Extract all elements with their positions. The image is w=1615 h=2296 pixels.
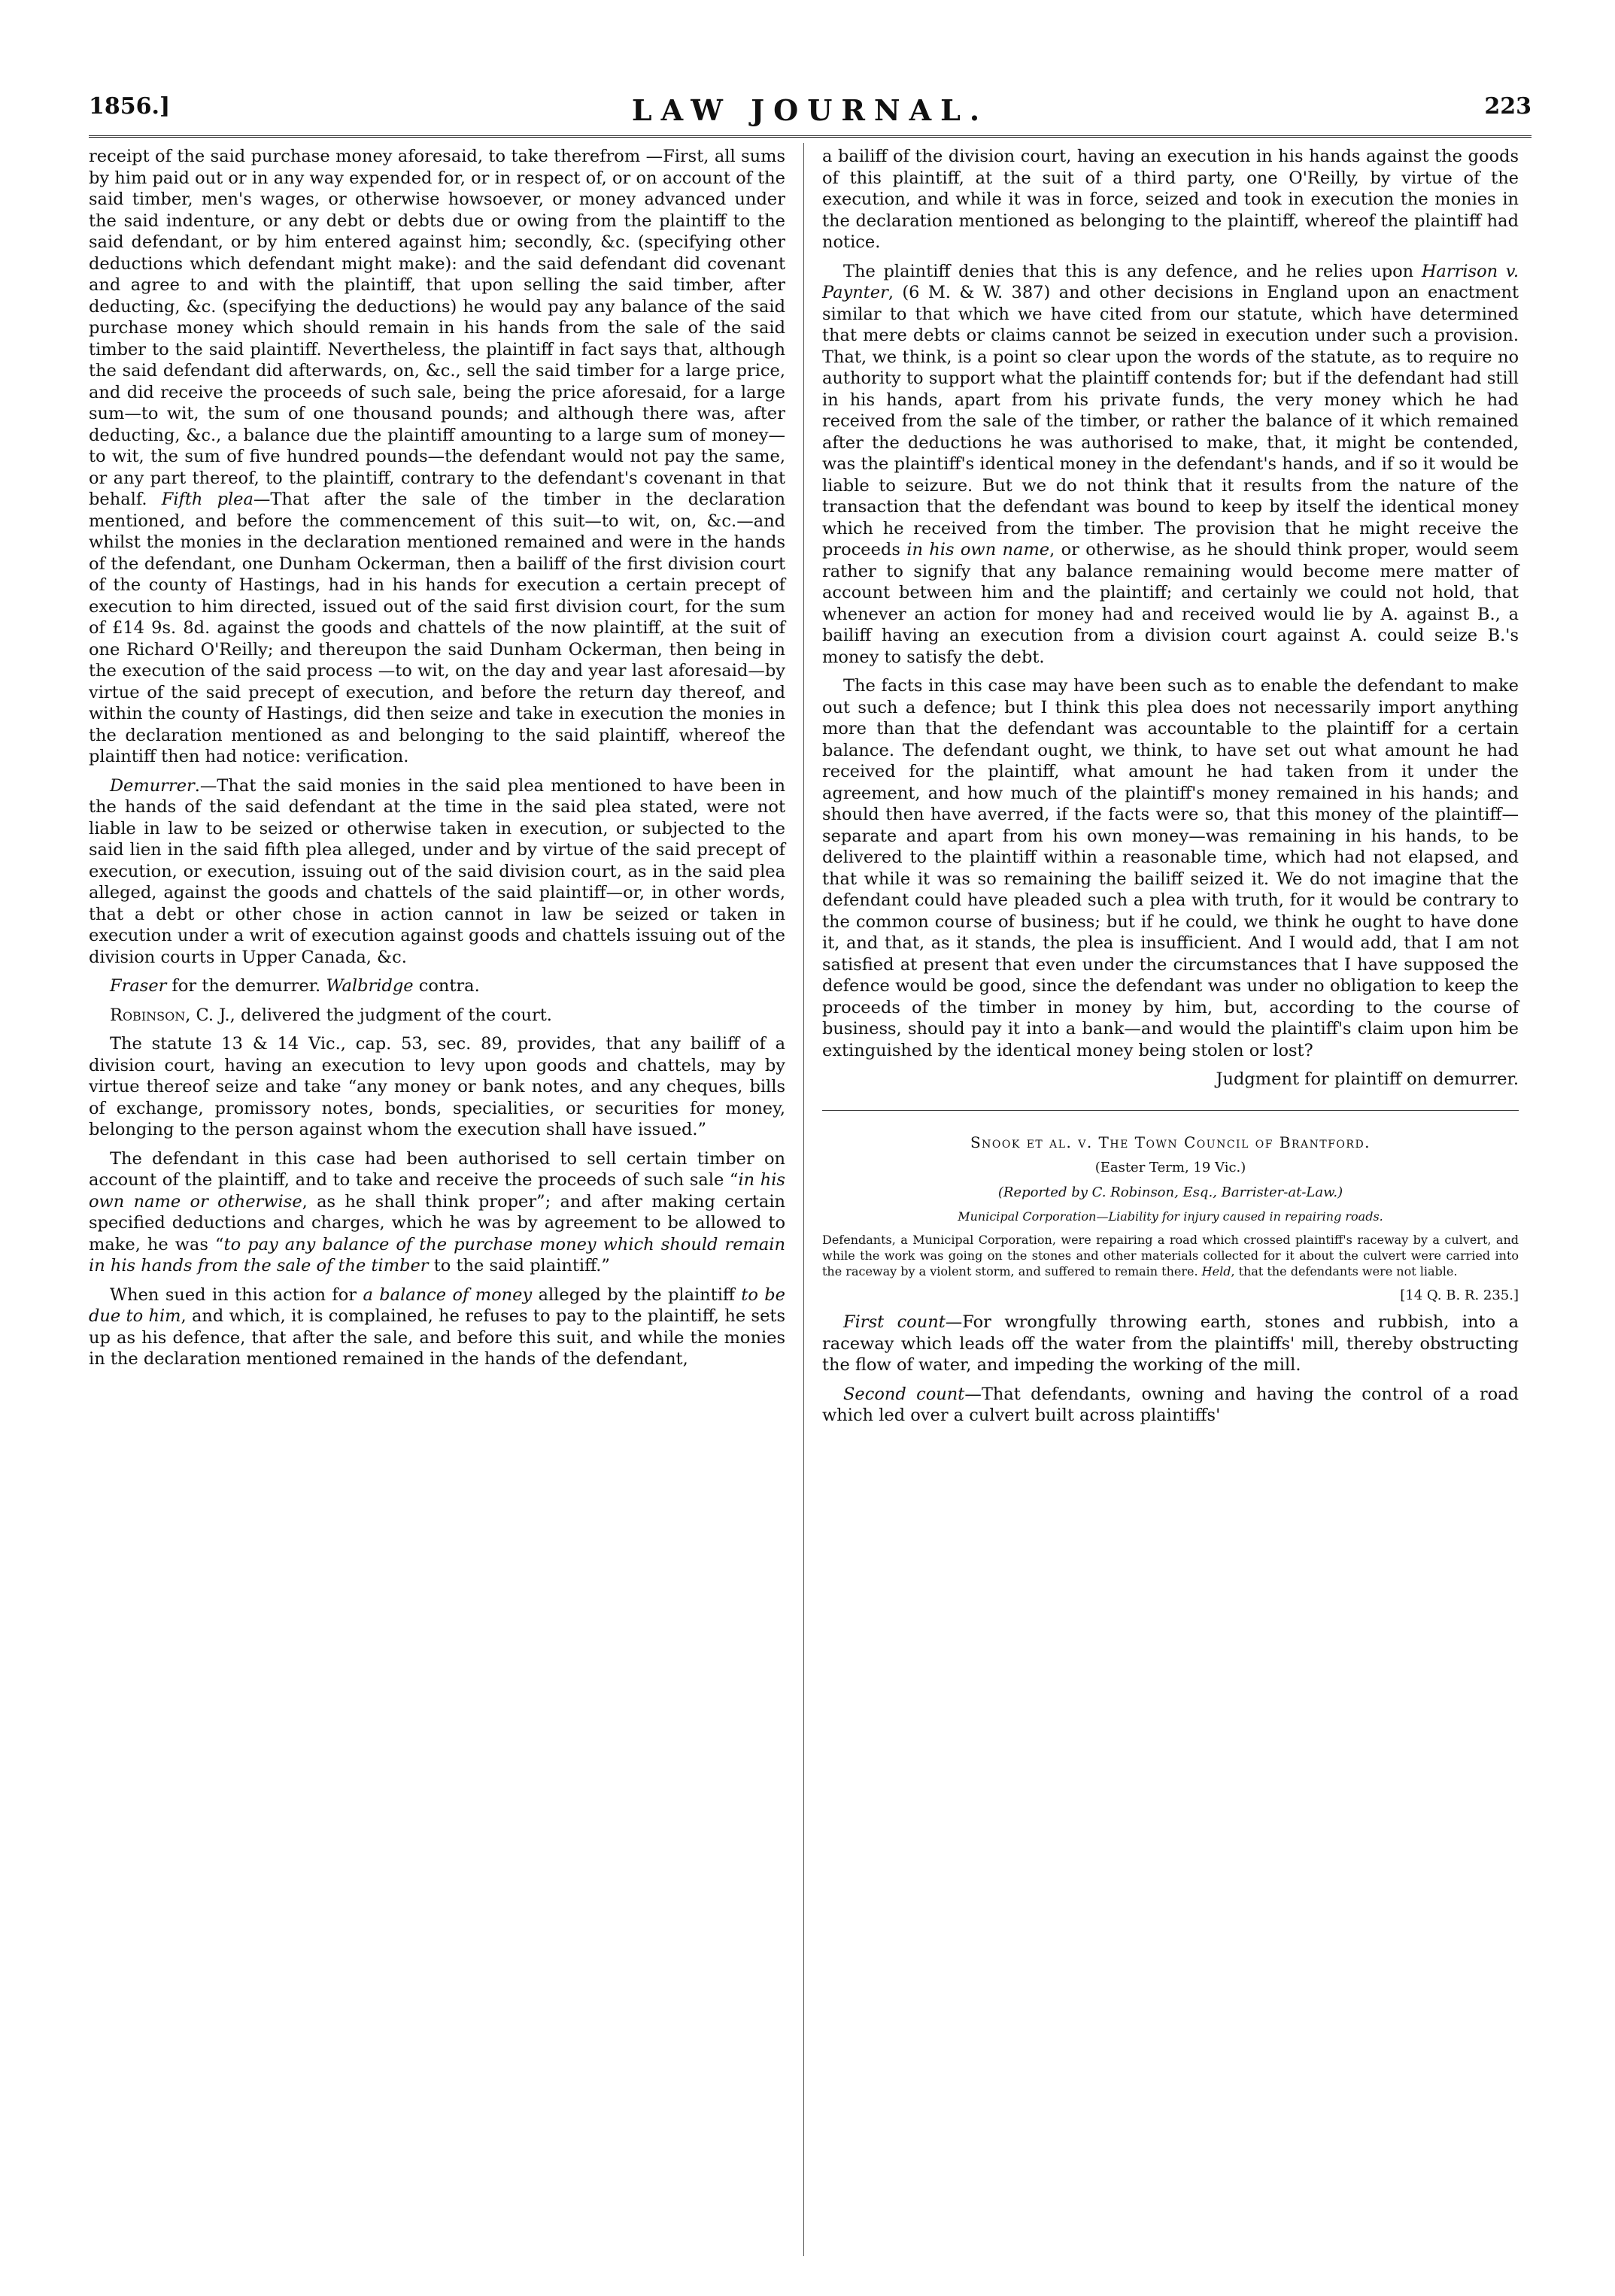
second-count-label: Second count <box>843 1384 965 1404</box>
header-page-number: 223 <box>1484 93 1532 120</box>
headnote-text: Defendants, a Municipal Corporation, were repairing a road which crossed plaintiff's raceway by a culvert, and while the work was going on the stones and other materials collected for it about the culvert were carried into the raceway by a violent storm, and suffered to remain there. <box>822 1233 1519 1278</box>
paragraph-defendant-authority <box>89 1148 785 1277</box>
facts-text: The facts in this case may have been such as to enable the defendant to make out such a defence; but I think this plea does not necessarily import anything more than that the defendant was accountable to the plaintiff for a certain balance. The defendant ought, we think, to have set out what amount he had received for the plaintiff, what amount he had taken from it under the agreement, and how much of the plaintiff's money remained in his hands; and should then have averred, if the facts were so, that this money of the plaintiff—separate and apart from his own money—was remaining in his hands, to be delivered to the plaintiff within a reasonable time, which had not elapsed, and that while it was so remaining the bailiff seized it. We do not imagine that the defendant could have pleaded such a plea with truth, for it would be contrary to the common course of business; but if he could, we think he ought to have done it, and that, as it stands, the plea is insufficient. And I would add, that I am not satisfied at present that even under the circumstances that I have supposed the defence would be good, since the defendant was under no obligation to keep the proceeds of the timber in money by him, but, according to the course of business, should pay it into a bank—and would the plaintiff's claim upon him be extinguished by the identical money being stolen or lost? <box>822 676 1519 1060</box>
paragraph-bailiff <box>822 146 1519 253</box>
counsel-walbridge: Walbridge <box>326 976 414 996</box>
judge-name: Robinson, C. J. <box>110 1005 230 1025</box>
journal-page <box>89 89 1532 2262</box>
sued-text-b: alleged by the plaintiff <box>532 1284 742 1305</box>
sued-text-c: , and which, it is complained, he refuses to pay to the plaintiff, he sets up as his defence, that after the sale, and before this suit, and while the monies in the declaration mentioned remained in the hands of the defendant, <box>89 1306 785 1369</box>
header-year: 1856.] <box>89 93 171 120</box>
paragraph-counsel <box>89 975 785 997</box>
held-label: Held <box>1201 1264 1231 1278</box>
paragraph-statute <box>89 1033 785 1141</box>
paragraph-when-sued <box>89 1284 785 1370</box>
sued-italic-1: a balance of money <box>363 1284 533 1305</box>
paragraph-judge <box>89 1005 785 1027</box>
denies-text-b: , (6 M. & W. 387) and other decisions in England upon an enactment similar to that which we have cited from our statute, which have determined that mere debts or claims cannot be seized in execution under such a provision. That, we think, is a point so clear upon the words of the statute, as to require no authority to support what the plaintiff contends for; but if the defendant had still in his hands, apart from his private funds, the very money which he had received from the sale of the timber, or rather the balance of it which remained after the deductions he was authorised to make, that, it might be contended, was the plaintiff's identical money in the defendant's hands, and if so it would be liable to seizure. But we do not think that it results from the nature of the transaction that the defendant was bound to keep by itself the identical money which he received from the timber. The provision that he might receive the proceeds <box>822 283 1519 560</box>
statute-text: The statute 13 & 14 Vic., cap. 53, sec. 89, provides, that any bailiff of a division court, having an execution to levy upon goods and chattels, may by virtue thereof seize and take “any money or bank notes, and any cheques, bills of exchange, promissory notes, bonds, specialities, or securities for money, belonging to the person against whom the execution shall have issued.” <box>89 1034 785 1139</box>
reporter-text: (Reported by C. Robinson, Esq., Barrister-at-Law.) <box>997 1184 1343 1200</box>
counsel-fraser: Fraser <box>110 976 167 996</box>
paragraph-second-count <box>822 1384 1519 1427</box>
defendant-italic-2: to pay any balance of the purchase money which should remain in his hands from the sale of the timber <box>89 1234 785 1275</box>
defendant-text-a: The defendant in this case had been authorised to sell certain timber on account of the plaintiff, and to take and receive the proceeds of such sale “ <box>89 1148 785 1190</box>
denies-italic: in his own name <box>906 540 1050 560</box>
sued-text-a: When sued in this action for <box>110 1284 363 1305</box>
paragraph-plaintiff-denies <box>822 261 1519 669</box>
defendant-text-c: to the said plaintiff.” <box>428 1256 610 1275</box>
paragraph-facts <box>822 675 1519 1061</box>
first-count-label: First count <box>843 1312 946 1332</box>
headnote-title <box>822 1209 1519 1224</box>
denies-text-c: , or otherwise, as he should think proper, would seem rather to signify that any balance remaining would become mere matter of account between him and the plaintiff; and certainly we could not hold, that whenever an action for money had and received would lie by A. against B., a bailiff having an execution from a division court against A. could seize B.'s money to satisfy the debt. <box>822 540 1519 667</box>
case-citation: [14 Q. B. R. 235.] <box>1400 1288 1519 1303</box>
counsel-end: contra. <box>413 976 480 996</box>
defendant-text-b: , as he shall think proper”; and after making certain specified deductions and charges, which he was by agreement to be allowed to make, he was “ <box>89 1191 786 1254</box>
second-count-text: —That defendants, owning and having the control of a road which led over a culvert built across plaintiffs' <box>822 1384 1519 1425</box>
running-header <box>89 89 1532 138</box>
paragraph-declaration <box>89 146 785 768</box>
headnote-title-text: Municipal Corporation—Liability for injury caused in repairing roads. <box>958 1209 1383 1224</box>
case-citation-harrison: Harrison v. Paynter <box>822 261 1519 302</box>
counsel-mid: for the demurrer. <box>166 976 326 996</box>
case-title: Snook et al. v. The Town Council of Brantford. <box>822 1110 1519 1154</box>
judgment-line: Judgment for plaintiff on demurrer. <box>1216 1069 1519 1089</box>
case-reporter <box>822 1184 1519 1201</box>
left-column <box>89 146 785 1378</box>
first-count-text: —For wrongfully throwing earth, stones and rubbish, into a raceway which leads off the water from the plaintiffs' mill, thereby obstructing the flow of water, and impeding the working of the mill. <box>822 1312 1519 1375</box>
judge-text: , delivered the judgment of the court. <box>229 1005 552 1025</box>
column-divider <box>803 143 804 2256</box>
demurrer-label: Demurrer <box>110 775 195 796</box>
bailiff-text: a bailiff of the division court, having an execution in his hands against the goods of this plaintiff, at the suit of a third party, one O'Reilly, by virtue of the execution, and while it was in force, seized and took in execution the monies in the declaration mentioned as belonging to the plaintiff, whereof the plaintiff had notice. <box>822 147 1519 252</box>
held-text: , that the defendants were not liable. <box>1231 1264 1458 1278</box>
header-title: LAW JOURNAL. <box>631 93 989 127</box>
fifth-plea-label: Fifth plea <box>161 490 253 509</box>
declaration-text: receipt of the said purchase money aforesaid, to take therefrom —First, all sums by him paid out or in any way expended for, or in respect of, or on account of the said timber, men's wages, or otherwise howsoever, or money advanced under the said indenture, or any debt or debts due or owing from the plaintiff to the said defendant, or by him entered against him; secondly, &c. (specifying other deductions which defendant might make): and the said defendant did covenant and agree to and with the plaintiff, that upon selling the said timber, after deducting, &c. (specifying the deductions) he would pay any balance of the said purchase money which should remain in his hands from the sale of the said timber to the said plaintiff. Nevertheless, the plaintiff in fact says that, although the said defendant did afterwards, on, &c., sell the said timber for a large price, and did receive the proceeds of such sale, being the price aforesaid, for a large sum—to wit, the sum of one thousand pounds; and although there was, after deducting, &c., a balance due the plaintiff amounting to a large sum of money—to wit, the sum of five hundred pounds—the defendant would not pay the same, or any part thereof, to the plaintiff, contrary to the defendant's covenant in that behalf. <box>89 147 785 509</box>
fifth-plea-text: —That after the sale of the timber in the declaration mentioned, and before the commencement of this suit—to wit, on, &c.—and whilst the monies in the declaration mentioned remained and were in the hands of the defendant, one Dunham Ockerman, then a bailiff of the first division court of the county of Hastings, had in his hands for execution a certain precept of execution to him directed, issued out of the said first division court, for the sum of £14 9s. 8d. against the goods and chattels of the now plaintiff, at the suit of one Richard O'Reilly; and thereupon the said Dunham Ockerman, then being in the execution of the said process —to wit, on the day and year last aforesaid—by virtue of the said precept of execution, and before the return day thereof, and within the county of Hastings, did then seize and take in execution the monies in the declaration mentioned as and belonging to the said plaintiff, whereof the plaintiff then had notice: verification. <box>89 490 785 766</box>
denies-text-a: The plaintiff denies that this is any defence, and he relies upon <box>843 261 1422 281</box>
paragraph-first-count <box>822 1312 1519 1376</box>
case-term: (Easter Term, 19 Vic.) <box>1094 1160 1246 1175</box>
sued-italic-2: to be due to him <box>89 1284 786 1326</box>
demurrer-text: .—That the said monies in the said plea mentioned to have been in the hands of the said defendant at the time in the said plea stated, were not liable in law to be seized or otherwise taken in execution, or subjected to the said lien in the said fifth plea alleged, under and by virtue of the said precept of execution, or execution, issuing out of the said division court, as in the said plea alleged, against the goods and chattels of the said plaintiff—or, in other words, that a debt or other chose in action cannot in law be seized or taken in execution under a writ of execution against goods and chattels issuing out of the division courts in Upper Canada, &c. <box>89 775 785 967</box>
right-column <box>822 146 1519 1434</box>
paragraph-demurrer <box>89 775 785 969</box>
headnote <box>822 1232 1519 1279</box>
defendant-italic-1: in his own name or otherwise <box>89 1170 785 1212</box>
